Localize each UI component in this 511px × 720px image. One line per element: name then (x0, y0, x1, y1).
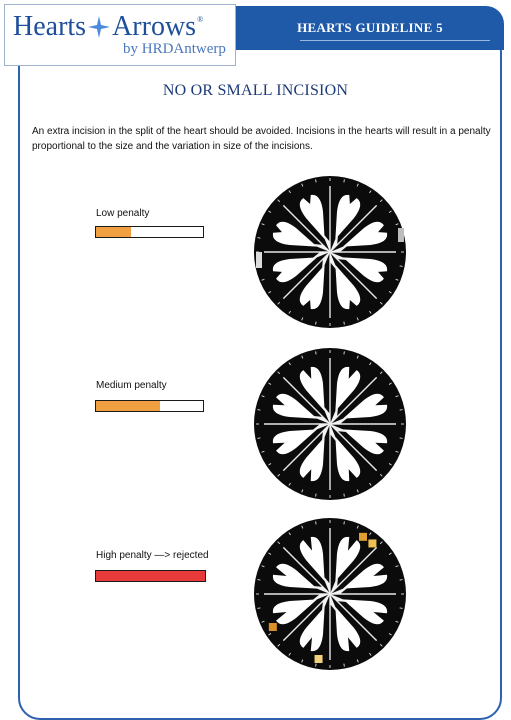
diamond-image-medium (252, 346, 408, 502)
rim-tick (344, 664, 345, 667)
penalty-bar-high (95, 570, 206, 582)
section-title: NO OR SMALL INCISION (162, 82, 349, 99)
penalty-label-high: High penalty —> rejected (96, 550, 209, 561)
rim-tick (400, 266, 403, 267)
rim-tick (344, 521, 345, 524)
penalty-label-medium: Medium penalty (96, 380, 167, 391)
rim-tick (316, 664, 317, 667)
rim-tick (316, 351, 317, 354)
rim-tick (400, 438, 403, 439)
rim-tick (257, 238, 260, 239)
rim-tick (344, 322, 345, 325)
penalty-fill-high (96, 571, 205, 581)
rim-tick (344, 179, 345, 182)
rim-tick (344, 494, 345, 497)
rim-tick (316, 494, 317, 497)
registered-mark: ® (197, 14, 204, 24)
penalty-label-low: Low penalty (96, 208, 150, 219)
rim-highlight (398, 228, 404, 242)
rim-highlight (359, 533, 367, 541)
rim-highlight (368, 539, 376, 547)
rim-tick (257, 410, 260, 411)
header-underline (300, 40, 490, 41)
diamond-image-low (252, 174, 408, 330)
header-title: HEARTS GUIDELINE 5 (297, 20, 443, 35)
rim-tick (400, 410, 403, 411)
logo-wordmark (13, 11, 203, 43)
header-bar (236, 6, 504, 50)
rim-tick (316, 179, 317, 182)
logo-word-left: Hearts (13, 11, 87, 42)
rim-highlight (315, 655, 323, 663)
rim-highlight (256, 252, 262, 268)
rim-highlight (269, 623, 277, 631)
diamond-image-high (252, 516, 408, 672)
logo (4, 4, 236, 66)
logo-subtitle: by HRDAntwerp (123, 41, 226, 57)
penalty-fill-medium (96, 401, 160, 411)
rim-tick (400, 580, 403, 581)
penalty-bar-medium (95, 400, 204, 412)
rim-tick (344, 351, 345, 354)
rim-tick (316, 322, 317, 325)
rim-tick (316, 521, 317, 524)
penalty-fill-low (96, 227, 131, 237)
rim-tick (400, 608, 403, 609)
rim-tick (257, 438, 260, 439)
rim-tick (257, 608, 260, 609)
intro-paragraph: An extra incision in the split of the heart should be avoided. Incisions in the hearts will result in a penalty proportional to the size and the variation in size of the incisions. (32, 126, 491, 152)
star-icon (88, 16, 110, 38)
logo-word-right: Arrows (112, 11, 197, 42)
penalty-bar-low (95, 226, 204, 238)
rim-tick (257, 580, 260, 581)
